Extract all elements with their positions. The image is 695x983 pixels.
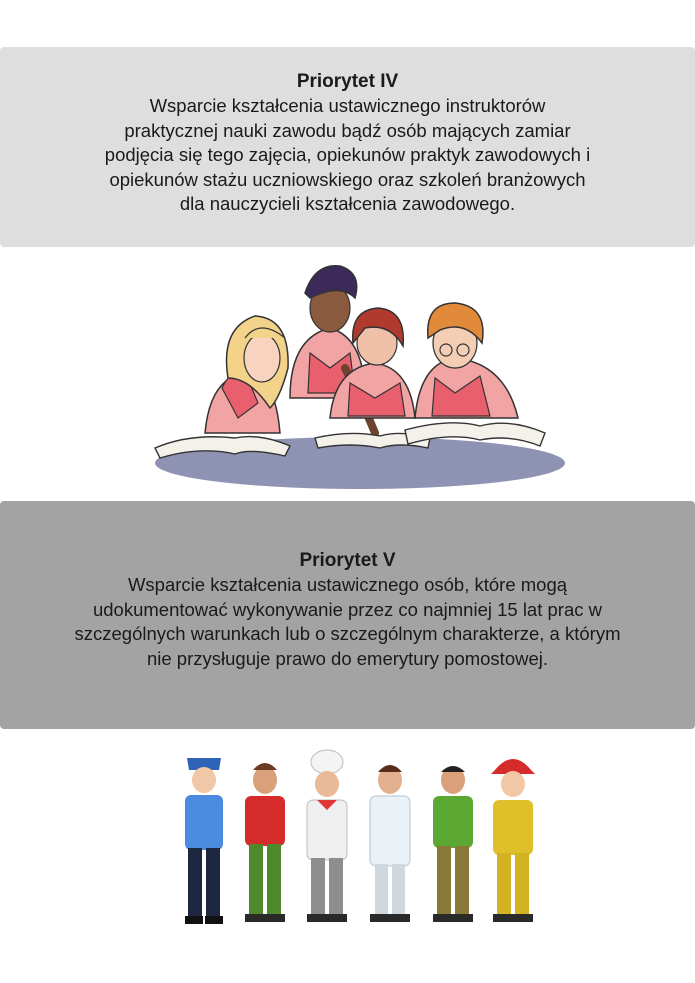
- worker-red-shirt-figure: [245, 763, 285, 922]
- priority-v-description: [18, 573, 678, 671]
- firefighter-figure: [491, 759, 535, 922]
- chef-figure: [307, 750, 347, 922]
- priority-iv-description: [48, 94, 648, 217]
- priority-iv-line: praktycznej nauki zawodu bądź osób mających zamiar: [124, 119, 571, 141]
- student-blonde: [205, 316, 288, 433]
- priority-iv-line: podjęcia się tego zajęcia, opiekunów praktyk zawodowych i: [104, 144, 591, 165]
- priority-iv-line: Wsparcie kształcenia ustawicznego instruktorów: [149, 95, 546, 116]
- student-glasses: [415, 303, 518, 418]
- priority-v-panel: [0, 501, 695, 729]
- doctor-figure: [370, 765, 410, 922]
- priority-iv-line: dla nauczycieli kształcenia zawodowego.: [179, 193, 516, 214]
- students-studying-illustration: [150, 258, 568, 490]
- priority-iv-panel: [0, 47, 695, 247]
- ranger-figure: [433, 766, 473, 922]
- priority-v-line: udokumentować wykonywanie przez co najmniej 15 lat prac w: [92, 598, 602, 620]
- priority-v-line: Wsparcie kształcenia ustawicznego osób, które mogą: [127, 574, 568, 595]
- priority-v-title: Priorytet V: [299, 550, 396, 571]
- police-officer-figure: [185, 758, 223, 924]
- professions-workers-illustration: [165, 748, 545, 933]
- priority-v-line: nie przysługuje prawo do emerytury pomostowej.: [146, 647, 549, 669]
- priority-v-line: szczególnych warunkach lub o szczególnym charakterze, a którym: [74, 623, 621, 644]
- priority-iv-title: Priorytet IV: [296, 71, 399, 92]
- priority-iv-line: opiekunów stażu uczniowskiego oraz szkoleń branżowych: [109, 168, 586, 190]
